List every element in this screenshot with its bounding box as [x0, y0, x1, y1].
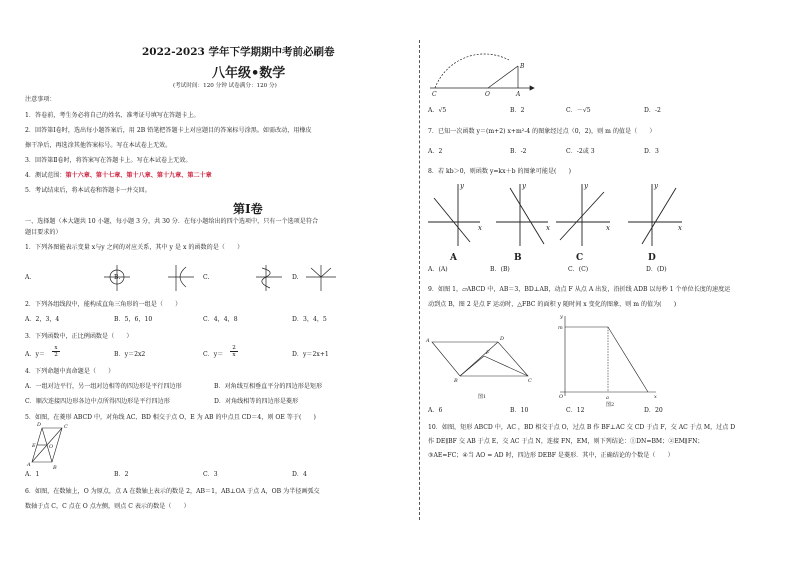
q1-opt-c: C.: [203, 274, 210, 281]
part1-title: 第Ⅰ卷: [233, 202, 263, 216]
q3-opt-a: A．y＝: [25, 351, 46, 358]
q5-label-o: O: [49, 444, 54, 450]
q9-stem-a: 9．如图 1，▱ABCD 中，AB＝3，BD⊥AB，动点 F 从点 A 出发，沿折线 ADB 以每秒 1 个单位长度的速度运: [428, 286, 731, 293]
q3-opt-c: C．y＝: [203, 351, 224, 358]
note-1: 1．答卷前，考生务必将自己的姓名、准考证号填写在答题卡上。: [25, 112, 200, 119]
exam-info: (考试时间：120 分钟 试卷满分：120 分): [173, 83, 277, 89]
q3-stem: 3．下列函数中，正比例函数是（ ）: [25, 333, 133, 340]
q9-segment-fc: [484, 356, 528, 376]
q5-rhombus-figure: [0, 0, 420, 480]
q3-opt-b: B．y＝2x2: [114, 351, 146, 358]
q7-opt-b: B．-2: [510, 148, 527, 155]
q5-label-c: B: [53, 465, 57, 471]
q8c-caption: C: [576, 253, 584, 263]
q8-opt-d: D．(D): [646, 266, 667, 273]
q1-opt-d: D.: [292, 274, 299, 281]
q6-label-b: B: [520, 63, 525, 70]
q6-label-o: O: [485, 91, 490, 98]
q4-opt-c: C．顺次连接四边形各边中点所得四边形是平行四边形: [25, 398, 170, 405]
q9-graph-curve: [565, 327, 648, 392]
q8d-line: [642, 188, 676, 244]
q6-label-c: C: [432, 91, 437, 98]
q9-stem-b: 动到点 B，图 2 是点 F 运动时，△FBC 的面积 y 随时间 x 变化的图象，则 m 的值为( ): [428, 301, 677, 308]
q9-label-a: A: [426, 338, 430, 344]
q2-opt-b: B．5，6，10: [114, 316, 153, 323]
q9-label-f: F: [486, 350, 490, 356]
q2-stem: 2．下列各组线段中，能构成直角三角形的一组是（ ）: [25, 301, 182, 308]
q7-opt-a: A．2: [428, 148, 443, 155]
q6-opt-d: D．-2: [644, 107, 661, 114]
q5-label-b: C: [64, 424, 68, 430]
q8b-caption: B: [514, 253, 522, 263]
q5-label-a: D: [37, 422, 42, 428]
q9-opt-c: C．12: [566, 407, 585, 414]
q8-stem: 8．若 kb＞0，则函数 y=kx＋b 的图象可能是( ): [428, 168, 571, 175]
q8b-y-label: y: [522, 182, 526, 190]
q8a-x-label: x: [478, 224, 482, 232]
q8d-x-label: x: [678, 224, 682, 232]
q8-opt-c: C．(C): [568, 266, 589, 273]
q8c-x-label: x: [606, 224, 610, 232]
q9-opt-d: D．20: [644, 407, 663, 414]
q2-opt-d: D．3，4，5: [292, 316, 327, 323]
notes-heading: 注意事项：: [25, 96, 56, 103]
q8d-y-label: y: [654, 182, 658, 190]
q5-stem: 5．如图，在菱形 ABCD 中，对角线 AC、BD 相交于点 O，E 为 AB 的中点且 CD＝4，则 OE 等于( ): [25, 414, 316, 421]
q10-stem-b: 作 DE∥BF 交 AB 于点 E，交 AC 于点 N，连接 FN，EM，则下列结论：①DN=BM；②EM∥FN；: [428, 438, 704, 445]
q5-opt-c: C．3: [203, 471, 218, 478]
q6-label-a: A: [516, 91, 521, 98]
q9-fig2-caption: 图2: [606, 402, 615, 408]
q9-graph-m-label: m: [558, 325, 563, 331]
q9-graph-a-label: a: [606, 395, 609, 401]
note-2a: 2．回答第Ⅰ卷时，选出每小题答案后，用 2B 铅笔把答题卡上对应题目的答案标号涂黑。如需改动，用橡皮: [25, 127, 312, 134]
note-3: 3．回答第Ⅱ卷时，将答案写在答题卡上。写在本试卷上无效。: [25, 157, 192, 164]
q2-opt-a: A．2，3，4: [25, 316, 60, 323]
q9-figures: [420, 312, 670, 408]
q9-graph-x-label: x: [654, 394, 657, 400]
q9-label-d: D: [500, 336, 505, 342]
note-4-range: 第十六章、第十七章、第十八章、第十九章、第二十章: [65, 172, 212, 179]
q3a-numerator: x: [52, 345, 60, 352]
q5-label-e: E: [32, 443, 36, 449]
q8a-y-label: y: [460, 182, 464, 190]
q3-opt-d: D．y＝2x+1: [292, 351, 329, 358]
q6-segment-ob: [488, 66, 518, 88]
q8b-x-label: x: [546, 224, 550, 232]
q6-axis-arrow: [530, 86, 534, 90]
q8-opt-a: A．(A): [428, 266, 448, 273]
q9-opt-a: A．6: [428, 407, 443, 414]
part1-intro-b: 题目要求的）: [25, 229, 62, 236]
q9-label-b: B: [454, 378, 458, 384]
q2-opt-c: C．4，4，8: [203, 316, 238, 323]
q6-stem-a: 6．如图，在数轴上，O 为原点，点 A 在数轴上表示的数是 2，AB＝1，AB⊥OA 于点 A，OB 为半径画弧交: [25, 488, 320, 495]
part1-intro-a: 一、选择题（本大题共 10 小题，每小题 3 分，共 30 分．在每小题给出的四个选项中，只有一个选项是符合: [25, 218, 319, 225]
exam-subtitle: 八年级•数学: [212, 66, 286, 81]
q9-label-c: C: [528, 378, 532, 384]
q8-graphs: [420, 178, 690, 262]
q3c-numerator: 2: [230, 345, 238, 352]
q8-opt-b: B．(B): [490, 266, 510, 273]
q7-opt-c: C．-2或 3: [566, 148, 595, 155]
q9-opt-b: B．10: [510, 407, 529, 414]
q5-opt-d: D．4: [292, 471, 307, 478]
q1-opt-b: B.: [114, 274, 121, 281]
q10-stem-c: ③AE=FC；④当 AO = AD 时，四边形 DEBF 是菱形．其中，正确结论的个数是（ ）: [428, 452, 674, 459]
q10-stem-a: 10．如图，矩形 ABCD 中，AC ，BD 相交于点 O，过点 B 作 BF⊥AC 交 CD 于点 F，交 AC 于点 M，过点 D: [428, 424, 736, 431]
q3a-denominator: 2: [54, 352, 58, 358]
q5-opt-a: A．1: [25, 471, 40, 478]
q8a-line: [434, 198, 470, 242]
q4-stem: 4．下列命题中真命题是（ ）: [25, 368, 115, 375]
q9-graph-y-label: y: [560, 314, 563, 320]
q9-segment-bf: [460, 356, 484, 376]
q5-label-d: A: [27, 462, 31, 468]
q3c-denominator: x: [232, 352, 236, 358]
q6-opt-c: C．－√5: [566, 107, 591, 114]
note-5: 5．考试结束后，将本试卷和答题卡一并交回。: [25, 187, 151, 194]
q1-stem: 1．下列各图能表示变量 x与y 之间的对应关系，其中 y 是 x 的函数的是（ ）: [25, 244, 244, 251]
q7-stem: 7．已知一次函数 y＝(m+2) x+m²-4 的图象经过点（0，2)，则 m 的值是（ ）: [428, 128, 656, 135]
q1-opt-a: A.: [25, 274, 32, 281]
q5-opt-b: B．2: [114, 471, 129, 478]
column-divider: [419, 40, 420, 520]
q4-opt-d: D．对角线相等的四边形是菱形: [214, 398, 299, 405]
note-2b: 擦干净后，再选涂其他答案标号。写在本试卷上无效。: [25, 142, 172, 149]
q7-opt-d: D．3: [644, 148, 659, 155]
q9-fig1-caption: 图1: [478, 394, 487, 400]
q6-stem-b: 数轴于点 C，C 点在 O 点左侧，则点 C 表示的数是（ ）: [25, 503, 190, 510]
exam-title: 2022-2023 学年下学期期中考前必刷卷: [142, 46, 335, 58]
q8c-y-label: y: [584, 182, 588, 190]
q6-opt-a: A．√5: [428, 107, 447, 114]
q8a-caption: A: [450, 253, 457, 263]
q8b-line: [510, 188, 544, 244]
q4-opt-a: A．一组对边平行，另一组对边相等的四边形是平行四边形: [25, 383, 182, 390]
q8d-caption: D: [648, 253, 656, 263]
q6-opt-b: B．2: [510, 107, 525, 114]
q9-graph-o-label: O: [559, 394, 564, 400]
q4-opt-b: B．对角线互相垂直平分的四边形是矩形: [214, 383, 323, 390]
note-4-prefix: 4．测试范围：: [25, 172, 66, 179]
q6-number-line-figure: [420, 30, 540, 100]
q6-arc: [435, 54, 509, 88]
